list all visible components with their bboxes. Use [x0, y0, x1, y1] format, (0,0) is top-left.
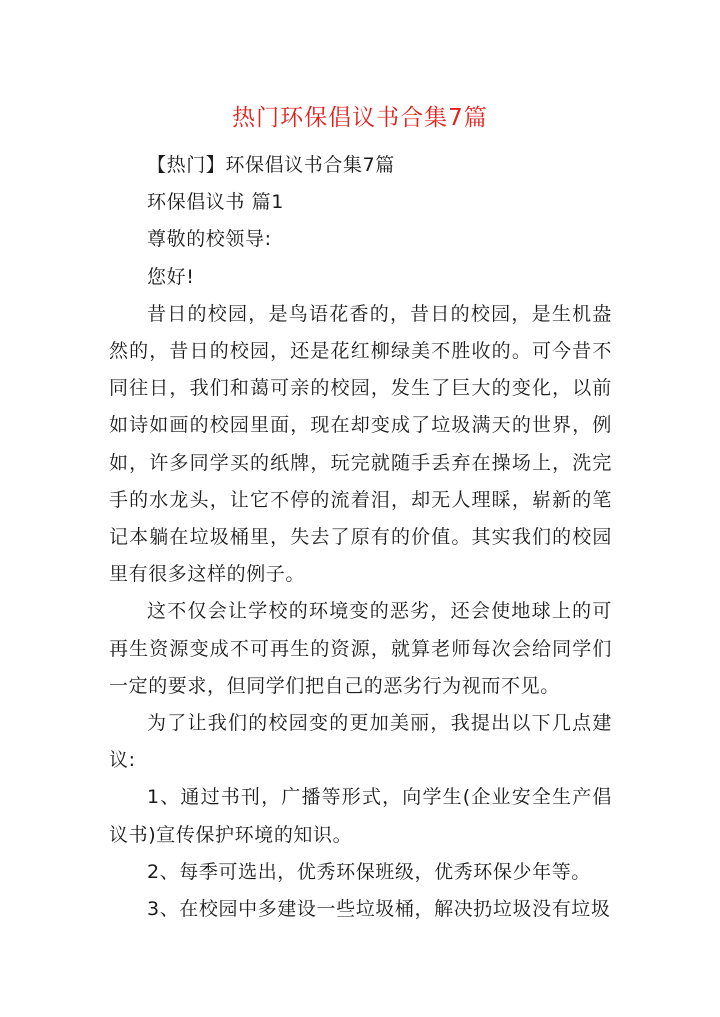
document-title: 热门环保倡议书合集7篇 — [232, 105, 488, 131]
body-paragraph: 这不仅会让学校的环境变的恶劣，还会使地球上的可再生资源变成不可再生的资源，就算老师每次会给同学们一定的要求，但同学们把自己的恶劣行为视而不见。 — [109, 600, 612, 697]
suggestion-item: 3、在校园中多建设一些垃圾桶，解决扔垃圾没有垃圾 — [147, 898, 611, 921]
body-paragraph: 昔日的校园，是鸟语花香的，昔日的校园，是生机盎然的，昔日的校园，还是花红柳绿美不胜收的。可今昔不同往日，我们和蔼可亲的校园，发生了巨大的变化，以前如诗如画的校园里面，现在却变成了垃圾满天的世界，例如，许多同学买的纸牌，玩完就随手丢弃在操场上，洗完手的水龙头，让它不停的流着泪，却无人理睬，崭新的笔记本躺在垃圾桶里，失去了原有的价值。其实我们的校园里有很多这样的例子。 — [109, 302, 612, 586]
salutation: 尊敬的校领导: — [147, 228, 272, 251]
body-paragraph: 为了让我们的校园变的更加美丽，我提出以下几点建议: — [109, 712, 612, 772]
subtitle-line: 【热门】环保倡议书合集7篇 — [147, 154, 395, 176]
suggestion-item: 2、每季可选出，优秀环保班级，优秀环保少年等。 — [147, 860, 591, 883]
section-heading: 环保倡议书 篇1 — [147, 191, 284, 214]
greeting: 您好! — [147, 265, 195, 288]
suggestion-item: 1、通过书刊，广播等形式，向学生(企业安全生产倡议书)宣传保护环境的知识。 — [109, 786, 612, 846]
document-body — [109, 147, 612, 928]
